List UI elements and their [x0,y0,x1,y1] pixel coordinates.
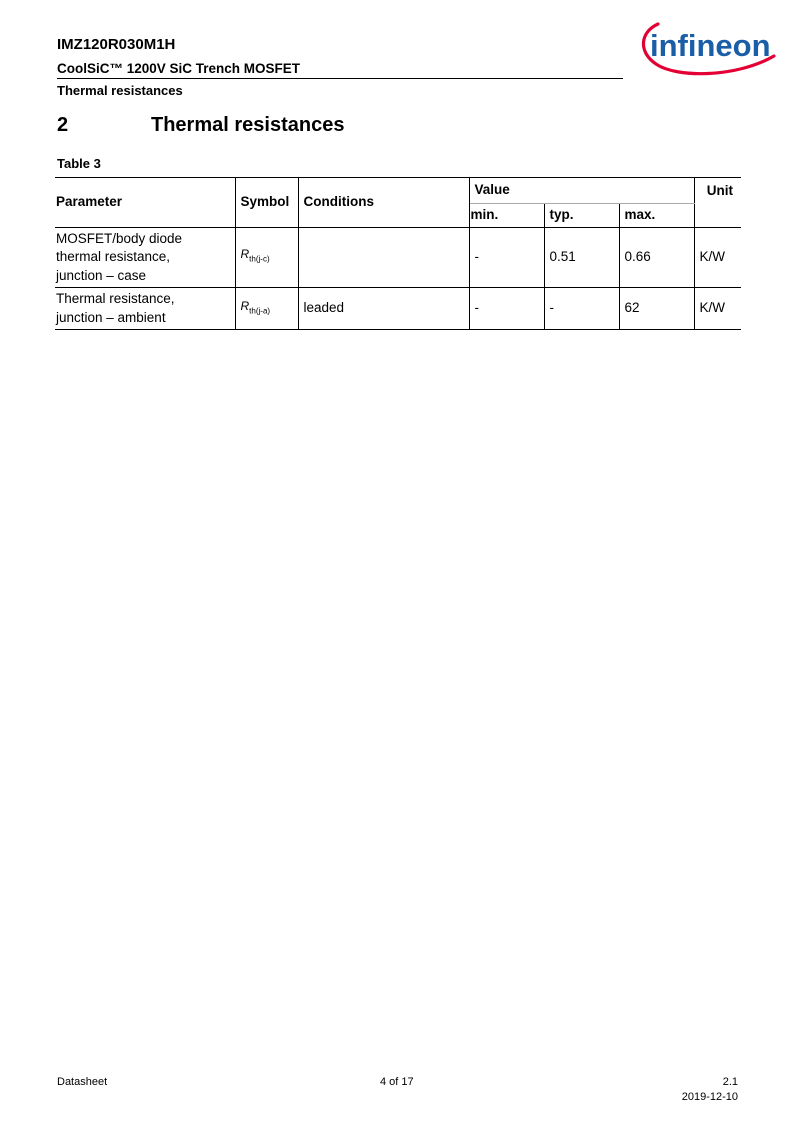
cell-parameter [55,288,235,330]
header-max: max. [619,204,694,228]
running-section-title: Thermal resistances [57,83,183,98]
footer-page-number: 4 of 17 [380,1076,414,1088]
cell-typ: - [544,288,619,330]
cell-conditions: leaded [298,288,469,330]
cell-typ: 0.51 [544,227,619,288]
part-number: IMZ120R030M1H [57,36,176,53]
header-unit-blank [694,204,741,228]
cell-min: - [469,288,544,330]
cell-max: 62 [619,288,694,330]
symbol-main: R [240,247,250,262]
cell-unit: K/W [694,288,741,330]
header-value: Value [469,178,694,204]
parameter-line: junction – case [56,267,147,283]
symbol-main: R [240,298,250,313]
footer-date: 2019-12-10 [681,1091,738,1103]
parameter-line: thermal resistance, [56,249,171,264]
document-subtitle: CoolSiC™ 1200V SiC Trench MOSFET [57,61,301,76]
cell-conditions [298,227,469,288]
parameter-line: Thermal resistance, [56,291,175,306]
table-caption: Table 3 [57,156,101,171]
header-unit: Unit [694,178,741,204]
header-symbol: Symbol [235,178,298,228]
symbol-subscript: th(j-c) [249,254,270,264]
table-row [55,227,741,288]
footer-revision: 2.1 [722,1076,738,1088]
cell-symbol [235,227,298,288]
footer-doc-type: Datasheet [57,1076,108,1088]
cell-max: 0.66 [619,227,694,288]
parameter-line: junction – ambient [56,309,166,325]
parameter-line: MOSFET/body diode [56,230,183,246]
cell-parameter [55,227,235,288]
header-divider [57,78,623,79]
cell-min: - [469,227,544,288]
infineon-logo [636,16,778,80]
header-parameter: Parameter [55,178,235,228]
logo-wordmark: infineon [650,28,771,63]
header-conditions: Conditions [298,178,469,228]
section-title: Thermal resistances [151,114,345,136]
symbol-subscript: th(j-a) [249,305,271,315]
header-min: min. [469,204,544,228]
cell-unit: K/W [694,227,741,288]
thermal-resistance-table [55,177,741,330]
header-typ: typ. [544,204,619,228]
cell-symbol [235,288,298,330]
table-row [55,288,741,330]
section-number: 2 [57,114,69,136]
